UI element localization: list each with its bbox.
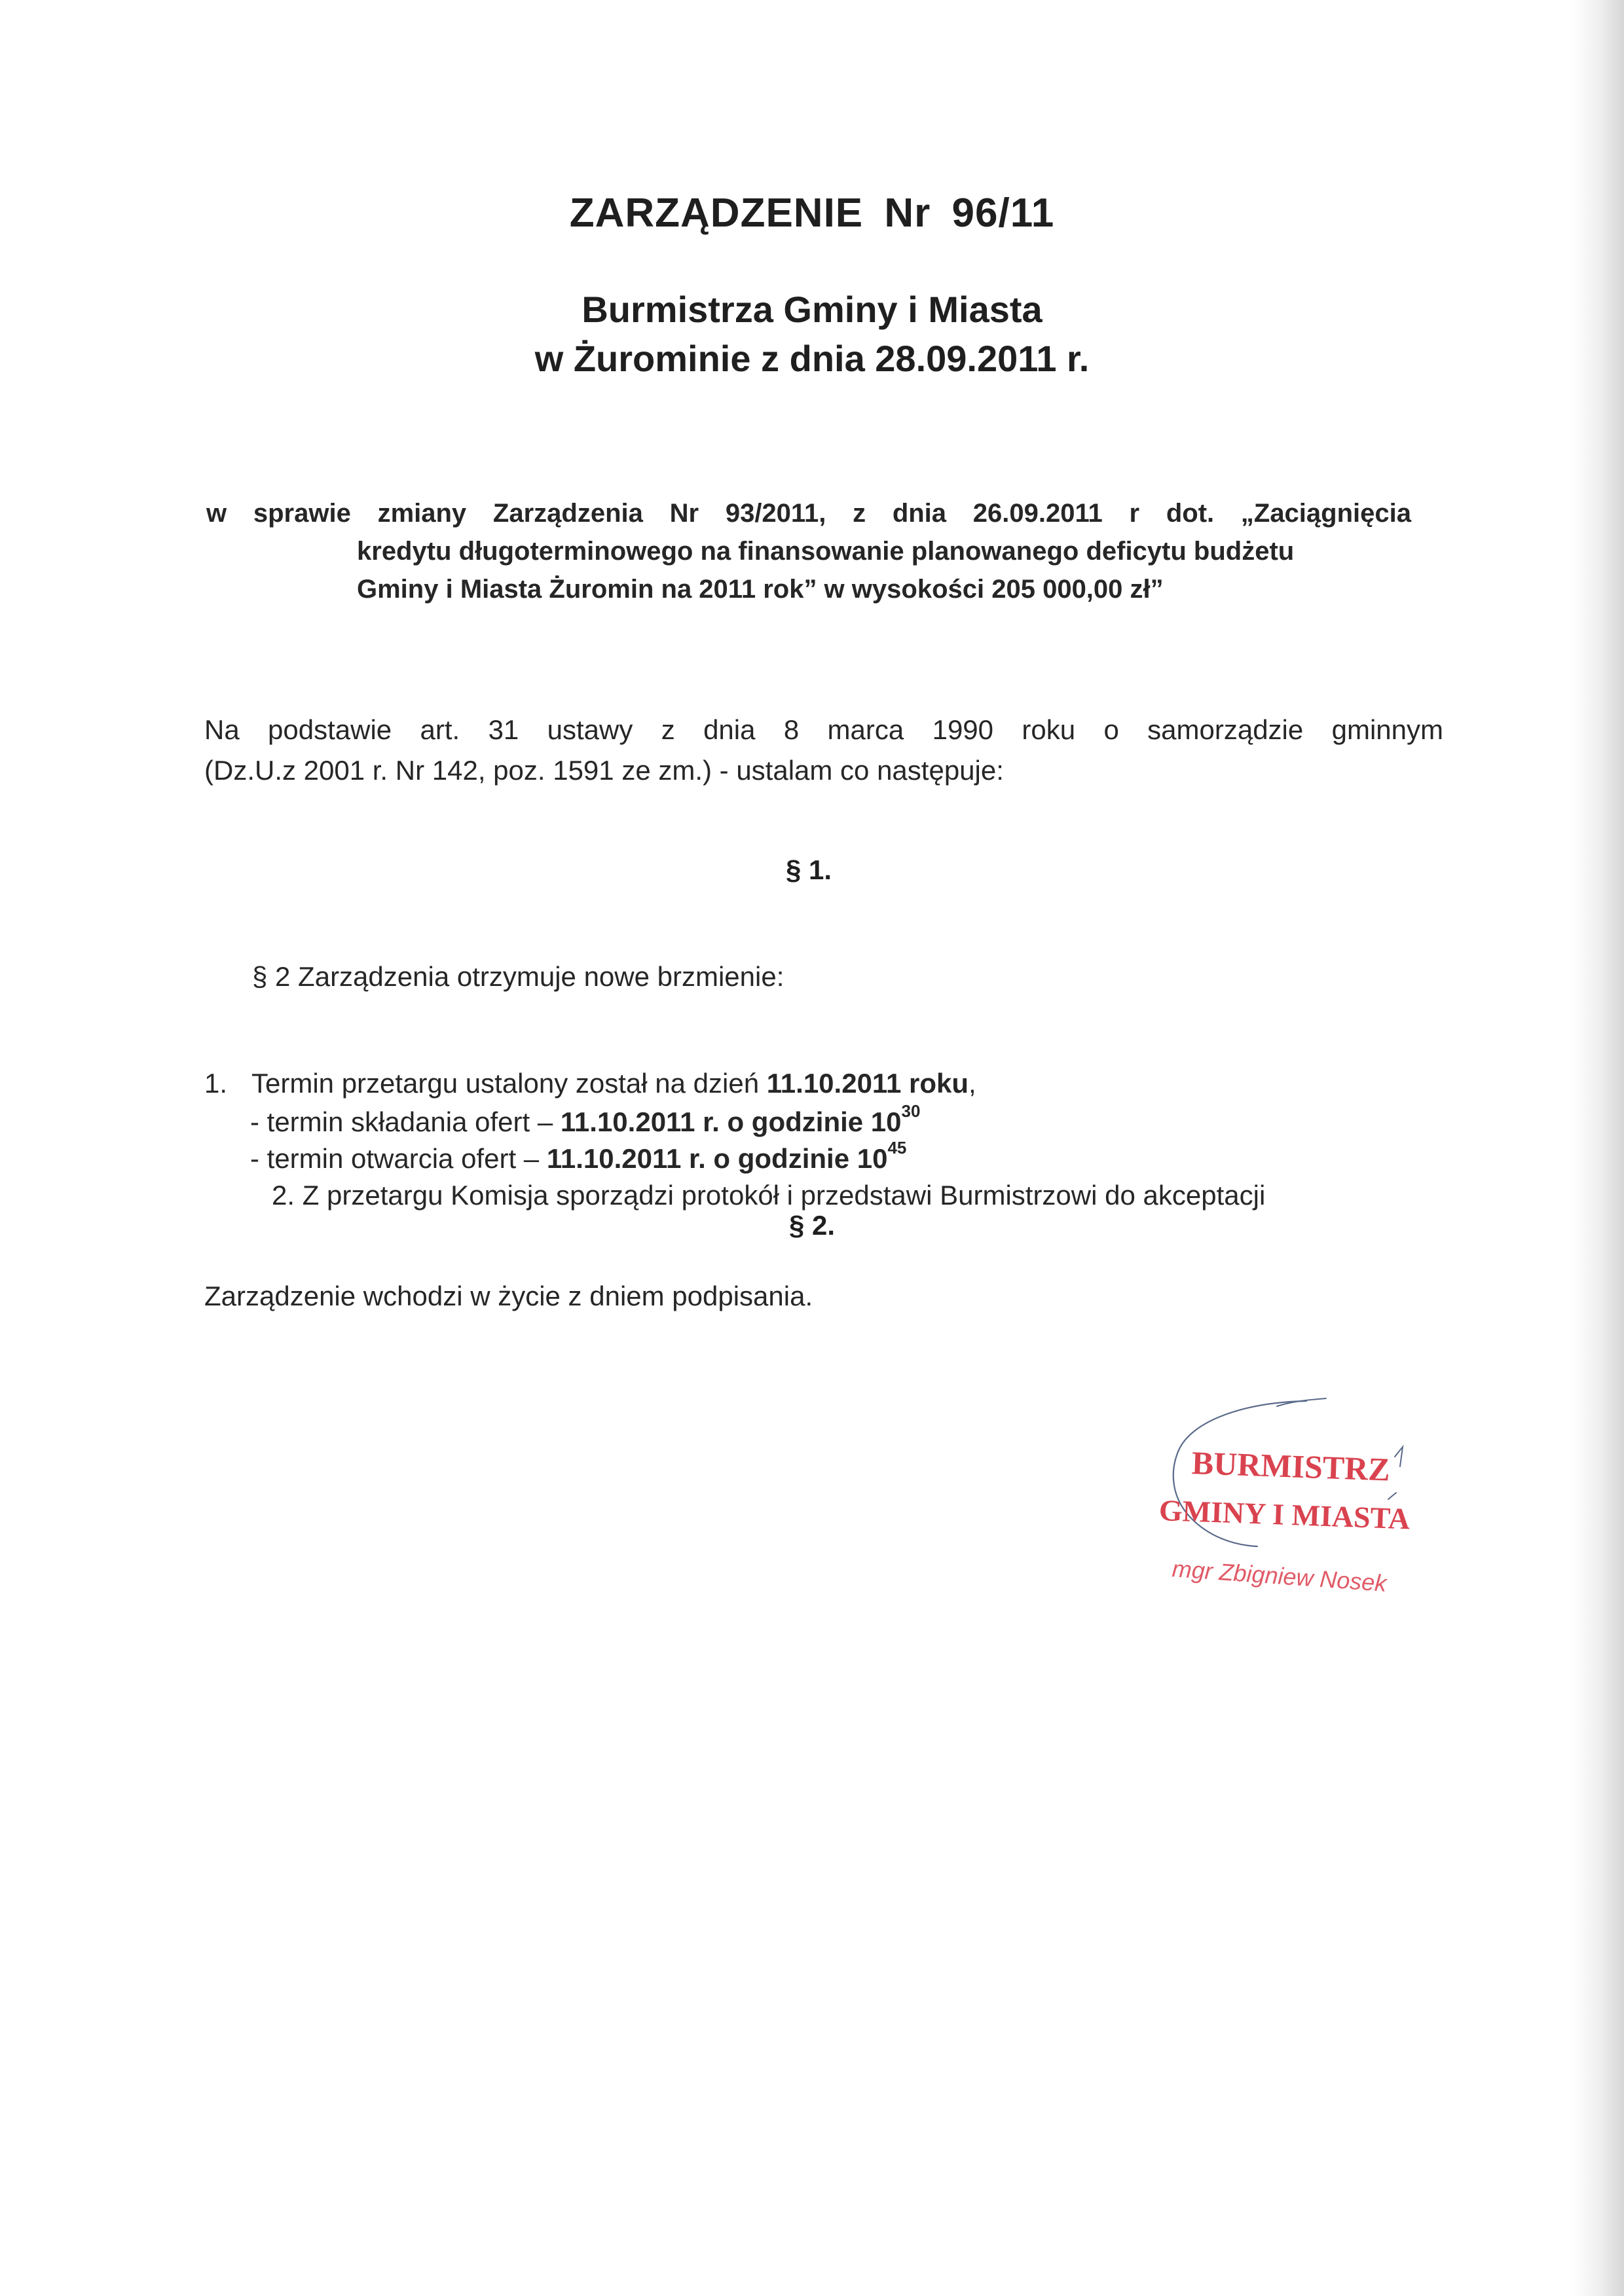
offer-submission-label: - termin składania ofert –: [250, 1106, 561, 1137]
paragraph-2-heading: § 2.: [789, 1210, 836, 1241]
closing-statement: Zarządzenie wchodzi w życie z dniem podpisania.: [204, 1281, 813, 1311]
legal-basis-line-2: (Dz.U.z 2001 r. Nr 142, poz. 1591 ze zm.) - ustalam co następuje:: [204, 755, 1004, 786]
subject-line-2: kredytu długoterminowego na finansowanie planowanego deficytu budżetu: [357, 537, 1295, 566]
offer-opening-label: - termin otwarcia ofert –: [250, 1143, 547, 1174]
section-2-intro: § 2 Zarządzenia otrzymuje nowe brzmienie:: [252, 961, 784, 992]
document-title: ZARZĄDZENIE Nr 96/11: [569, 191, 1055, 236]
offer-submission-date: 11.10.2011 r. o godzinie 10: [560, 1106, 902, 1137]
offer-submission-term: [250, 1102, 920, 1142]
offer-opening-date: 11.10.2011 r. o godzinie 10: [546, 1143, 888, 1174]
mayor-stamp: [1146, 1394, 1441, 1604]
offer-opening-minutes: 45: [887, 1138, 907, 1157]
offer-submission-minutes: 30: [901, 1101, 921, 1121]
list-item-1-end: ,: [969, 1068, 976, 1099]
list-item-2: 2. Z przetargu Komisja sporządzi protokół i przedstawi Burmistrzowi do akceptacji: [272, 1180, 1266, 1211]
list-item-1: [204, 1064, 976, 1103]
offer-opening-term: [250, 1139, 906, 1178]
list-item-1-text: Termin przetargu ustalony został na dzień: [251, 1068, 767, 1099]
issuer-line-1: Burmistrza Gminy i Miasta: [581, 289, 1043, 330]
paragraph-1-heading: § 1.: [786, 854, 832, 885]
legal-basis-line-1: Na podstawie art. 31 ustawy z dnia 8 marca 1990 roku o samorządzie gminnym: [204, 714, 1443, 745]
stamp-official-name: mgr Zbigniew Nosek: [1171, 1555, 1388, 1597]
list-item-1-number: 1.: [204, 1068, 228, 1099]
stamp-title-line-2: GMINY I MIASTA: [1158, 1493, 1411, 1536]
subject-line-1: w sprawie zmiany Zarządzenia Nr 93/2011, z dnia 26.09.2011 r dot. „Zaciągnięcia: [206, 499, 1411, 528]
list-item-1-date: 11.10.2011 roku: [766, 1068, 969, 1099]
stamp-title-line-1: BURMISTRZ: [1191, 1444, 1391, 1488]
issuer-line-2: w Żurominie z dnia 28.09.2011 r.: [534, 338, 1090, 379]
subject-line-3: Gminy i Miasta Żuromin na 2011 rok” w wysokości 205 000,00 zł”: [357, 575, 1164, 604]
